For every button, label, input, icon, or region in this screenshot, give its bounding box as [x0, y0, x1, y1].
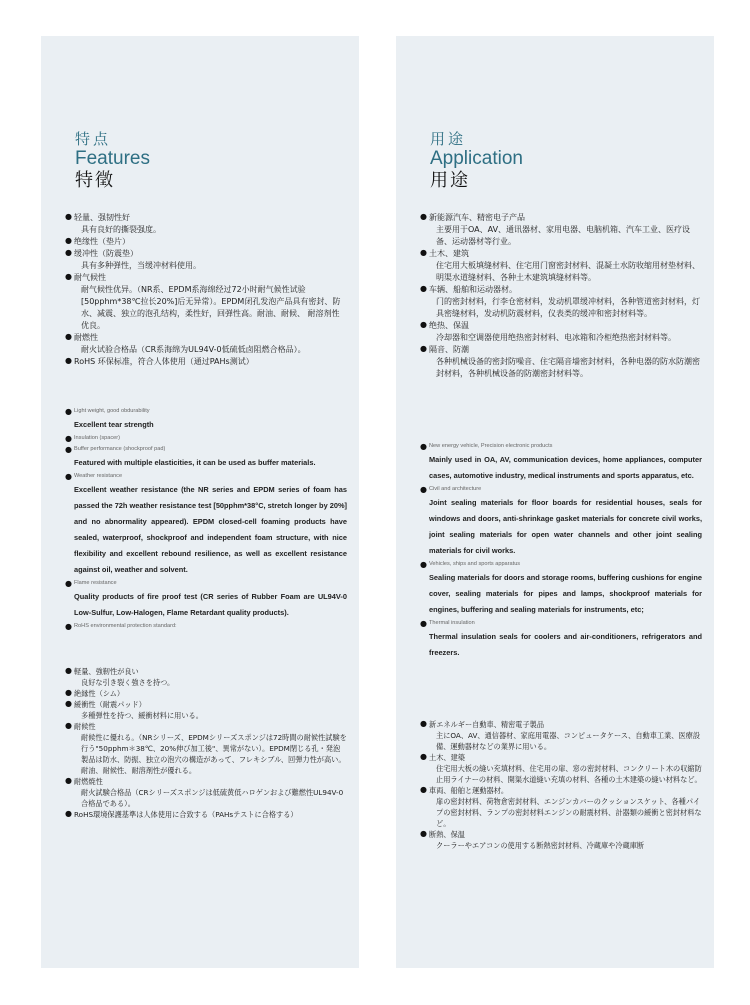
item-title: 轻量、强韧性好 — [74, 213, 130, 222]
application-heading-cn-small: 用途 — [430, 130, 467, 148]
bullet-icon: ● — [65, 666, 72, 675]
item-title: 耐燃性 — [74, 333, 98, 342]
bullet-icon: ● — [420, 619, 427, 628]
bullet-icon: ● — [65, 622, 72, 631]
bullet-icon: ● — [65, 248, 72, 257]
application-english-list — [420, 441, 702, 661]
item-title: 断熱、保温 — [429, 830, 465, 839]
item-title: 耐候性 — [74, 722, 96, 731]
bullet-icon: ● — [420, 829, 427, 838]
bullet-icon: ● — [65, 356, 72, 365]
list-item — [65, 471, 347, 578]
item-title: Light weight, good obdurability — [74, 408, 150, 414]
item-title: 車両、船舶と運動器材。 — [429, 786, 509, 795]
bullet-icon: ● — [420, 248, 427, 257]
list-item — [65, 809, 347, 820]
item-body: Joint sealing materials for floor boards for residential houses, seals for windows and doors, anti-shrinkage gasket materials for concrete civil works, joint sealing materials for open water channels and other joint sealing materials for civil works. — [429, 498, 702, 555]
bullet-icon: ● — [65, 688, 72, 697]
item-title: New energy vehicle, Precision electronic products — [429, 443, 553, 449]
features-heading-cn-small: 特点 — [75, 130, 112, 148]
item-body: 良好な引き裂く強さを持つ。 — [81, 678, 175, 687]
list-item — [420, 284, 702, 320]
item-body: 住宅用大板の縫い充填材料、住宅用の扉、窓の密封材料、コンクリート木の収縮防止用ライナーの材料、開渠水道縫い充填の材料、各種の土木建築の縫い材料など。 — [436, 764, 702, 784]
bullet-icon: ● — [65, 272, 72, 281]
item-title: 绝热、保温 — [429, 321, 469, 330]
bullet-icon: ● — [65, 407, 72, 416]
item-title: Buffer performance (shockproof pad) — [74, 446, 166, 452]
item-title: Civil and architecture — [429, 486, 482, 492]
application-heading-cn: 用途 — [430, 170, 470, 191]
bullet-icon: ● — [420, 560, 427, 569]
features-heading-cn: 特徵 — [75, 170, 115, 191]
item-body: Excellent weather resistance (the NR series and EPDM series of foam has passed the 72h weather resistance test [50pphm*38°C, stretch longer by 20%] and no abnormality appeared). EPDM closed-cell foaming products have sealed, waterproof, shockproof and independent foam structure, with nice flexibility and excellent rebound resilience, as well as excellent resistance against oil, weather and solvent. — [74, 485, 347, 574]
list-item — [420, 829, 702, 851]
item-body: 住宅用大板填缝材料、住宅用门窗密封材料、混凝土水防收缩用材垫材料、明渠水道缝材料、各种土木建筑填缝材料等。 — [436, 261, 700, 282]
list-item — [65, 721, 347, 776]
list-item — [420, 344, 702, 380]
item-body: Mainly used in OA, AV, communication devices, home appliances, computer cases, automotive industry, medical instruments and sports apparatus, etc. — [429, 455, 702, 480]
list-item — [420, 719, 702, 752]
features-japanese-list — [65, 666, 347, 820]
item-title: Vehicles, ships and sports apparatus — [429, 561, 521, 567]
list-item — [65, 406, 347, 433]
item-title: 絶縁性（シム） — [74, 689, 125, 698]
item-title: RoHS environmental protection standard: — [74, 623, 177, 629]
item-body: 耐候性に優れる。（NRシリーズ、EPDMシリーズスポンジは72時間の耐候性試験を行う"50pphm＊38℃、20%伸び加工後"、異常がない）。EPDM閉じる孔・発泡製品は防水、防振、独立の泡穴の構造があって、フレキシブル、回弾力性が高い。耐油、耐候性、耐溶剤性が優れる。 — [81, 733, 347, 775]
list-item — [65, 356, 347, 368]
list-item — [65, 444, 347, 471]
features-panel — [41, 36, 359, 968]
item-body: Excellent tear strength — [74, 420, 154, 429]
list-item — [420, 441, 702, 484]
item-body: 多種弾性を持つ、緩衝材料に用いる。 — [81, 711, 203, 720]
list-item — [420, 320, 702, 344]
item-title: 缓冲性（防震垫） — [74, 249, 138, 258]
list-item — [420, 484, 702, 559]
bullet-icon: ● — [65, 212, 72, 221]
bullet-icon: ● — [65, 236, 72, 245]
item-body: 主要用于OA、AV、通讯器材、家用电器、电脑机箱、汽车工业、医疗设备、运动器材等行业。 — [436, 225, 691, 246]
item-title: 新エネルギー自動車、精密電子製品 — [429, 720, 545, 729]
item-body: 耐气候性优异。（NR系、EPDM系海绵经过72小时耐气候性试验[50pphm*38℃拉长20%]后无异常）。EPDM闭孔发泡产品具有密封、防水、减震、独立的泡孔结构，柔性好，回弹性高。耐油、耐候、 耐溶剂性优良。 — [81, 285, 341, 330]
item-title: 耐燃焼性 — [74, 777, 103, 786]
item-title: 土木、建筑 — [429, 249, 469, 258]
list-item — [420, 785, 702, 829]
item-title: Insulation (spacer) — [74, 435, 121, 441]
bullet-icon: ● — [420, 442, 427, 451]
item-body: 主にOA、AV、通信器材、家庭用電器、コンピュータケース、自動車工業、医療設備、運動器材などの業界に用いる。 — [436, 731, 701, 751]
list-item — [420, 248, 702, 284]
item-title: Thermal insulation — [429, 620, 475, 626]
bullet-icon: ● — [420, 719, 427, 728]
item-title: RoHS 环保标准，符合人体使用（通过PAHs测试） — [74, 357, 254, 366]
item-title: 土木、建築 — [429, 753, 465, 762]
list-item — [65, 776, 347, 809]
bullet-icon: ● — [420, 344, 427, 353]
features-heading — [75, 130, 150, 192]
features-chinese-list — [65, 212, 347, 368]
bullet-icon: ● — [65, 332, 72, 341]
item-title: 新能源汽车、精密电子产品 — [429, 213, 525, 222]
list-item — [65, 433, 347, 444]
bullet-icon: ● — [420, 284, 427, 293]
item-title: 耐气候性 — [74, 273, 106, 282]
item-title: 绝缘性（垫片） — [74, 237, 130, 246]
item-body: クーラーやエアコンの使用する断熱密封材料、冷蔵庫や冷蔵庫断 — [436, 841, 645, 850]
list-item — [65, 578, 347, 621]
item-title: 车辆、船舶和运动器材。 — [429, 285, 517, 294]
list-item — [65, 272, 347, 332]
list-item — [65, 666, 347, 688]
list-item — [65, 621, 347, 632]
bullet-icon: ● — [65, 579, 72, 588]
list-item — [65, 248, 347, 272]
item-body: Sealing materials for doors and storage rooms, buffering cushions for engine cover, sealing materials for pipes and lamps, shockproof materials for engines, buffering and sealing materials for instruments, etc; — [429, 573, 702, 614]
bullet-icon: ● — [65, 434, 72, 443]
item-title: 隔音、防潮 — [429, 345, 469, 354]
item-body: 耐火试验合格品（CR系海绵为UL94V-0低硫低卤阻燃合格品）。 — [81, 345, 306, 354]
bullet-icon: ● — [65, 721, 72, 730]
bullet-icon: ● — [420, 320, 427, 329]
item-title: Flame resistance — [74, 580, 117, 586]
list-item — [65, 212, 347, 236]
list-item — [420, 618, 702, 661]
list-item — [65, 699, 347, 721]
bullet-icon: ● — [420, 212, 427, 221]
item-body: Thermal insulation seals for coolers and air-conditioners, refrigerators and freezers. — [429, 632, 702, 657]
application-panel — [396, 36, 714, 968]
list-item — [65, 688, 347, 699]
item-body: 具有多种弹性，当缓冲材料使用。 — [81, 261, 201, 270]
list-item — [420, 752, 702, 785]
bullet-icon: ● — [65, 776, 72, 785]
item-body: 耐火試験合格品（CRシリーズスポンジは低硫黄低ハロゲンおよび難燃性UL94V-0合格品である）。 — [81, 788, 344, 808]
features-english-list — [65, 406, 347, 632]
item-title: 緩衝性（耐震パッド） — [74, 700, 146, 709]
item-body: 门的密封材料，行李仓密材料，发动机罩缓冲材料，各种管道密封材料，灯具密缝材料，发动机防震材料，仪表类的缓冲和密封材料等。 — [436, 297, 700, 318]
application-chinese-list — [420, 212, 702, 380]
item-body: Featured with multiple elasticities, it can be used as buffer materials. — [74, 458, 316, 467]
item-title: RoHS環境保護基準は人体使用に合致する（PAHsテストに合格する） — [74, 810, 298, 819]
item-body: Quality products of fire proof test (CR series of Rubber Foam are UL94V-0 Low-Sulfur, Low-Halogen, Flame Retardant quality products). — [74, 592, 347, 617]
bullet-icon: ● — [65, 699, 72, 708]
bullet-icon: ● — [420, 752, 427, 761]
item-body: 各种机械设备的密封防噪音、住宅隔音墙密封材料，各种电器的防水防潮密封材料，各种机械设备的防潮密封材料等。 — [436, 357, 700, 378]
item-title: 軽量、強靭性が良い — [74, 667, 139, 676]
application-heading — [430, 130, 523, 192]
application-heading-en: Application — [430, 148, 523, 169]
application-japanese-list — [420, 719, 702, 851]
list-item — [420, 212, 702, 248]
bullet-icon: ● — [420, 485, 427, 494]
item-body: 具有良好的撕裂强度。 — [81, 225, 161, 234]
bullet-icon: ● — [420, 785, 427, 794]
bullet-icon: ● — [65, 472, 72, 481]
item-body: 冷却器和空调器使用绝热密封材料、电冰箱和冷柜绝热密封材料等。 — [436, 333, 676, 342]
item-body: 扉の密封材料、荷物倉密封材料、エンジンカバーのクッションスケット、各種パイプの密封材料、ランプの密封材料エンジンの耐震材料、計器類の緩衝と密封材料など。 — [436, 797, 702, 828]
features-heading-en: Features — [75, 148, 150, 169]
list-item — [65, 236, 347, 248]
item-title: Weather resistance — [74, 473, 123, 479]
bullet-icon: ● — [65, 809, 72, 818]
bullet-icon: ● — [65, 445, 72, 454]
list-item — [65, 332, 347, 356]
list-item — [420, 559, 702, 618]
